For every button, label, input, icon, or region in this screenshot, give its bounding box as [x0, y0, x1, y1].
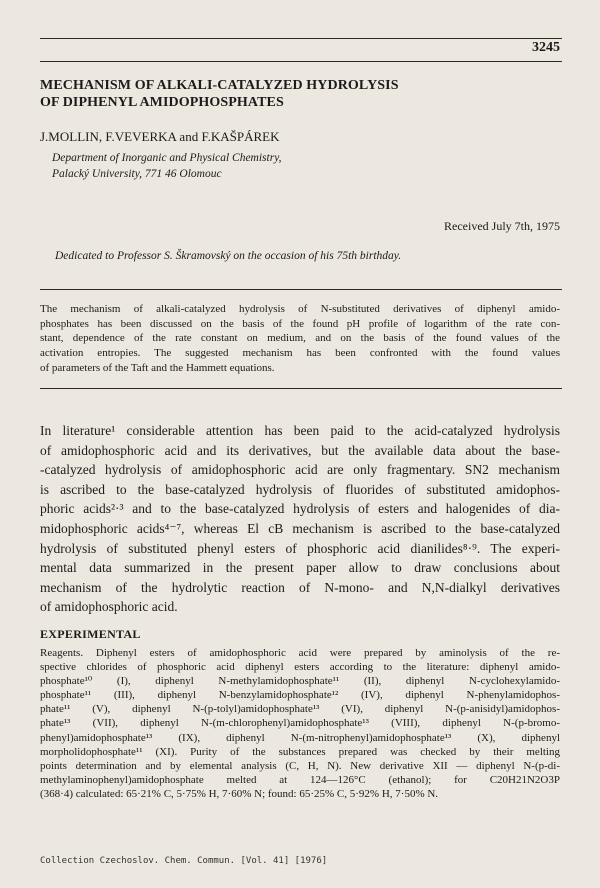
authors: J.MOLLIN, F.VEVERKA and F.KAŠPÁREK — [40, 129, 280, 144]
abstract-line: The mechanism of alkali-catalyzed hydrolysis of N-substituted derivatives of diphenyl amido- — [40, 303, 560, 315]
intro-line: of amidophosphoric acid. — [40, 599, 178, 615]
reagents-line: (368·4) calculated: 65·21% C, 5·75% H, 7·60% N; found: 65·25% C, 5·92% H, 7·50% N. — [40, 787, 439, 800]
top-rule — [40, 38, 562, 39]
affiliation-line: Palacký University, 771 46 Olomouc — [52, 168, 222, 180]
reagents-line: points determination and by elemental analysis (C, H, N). New derivative XII — diphenyl N-(p-di- — [40, 759, 560, 772]
intro-line: hydrolysis of substituted phenyl esters of phosphoric acid dianilides⁸·⁹. The experi- — [40, 540, 560, 556]
abstract-line: stant, dependence of the rate constant on medium, and on the basis of the found values of the — [40, 332, 560, 345]
intro-line: mental data summarized in the present paper allow to draw conclusions about — [40, 560, 560, 576]
reagents-line: phenyl)amidophosphate¹³ (IX), diphenyl N-(m-nitrophenyl)amidophosphate¹³ (X), diphenyl — [40, 731, 560, 744]
header-rule — [40, 61, 562, 62]
received-date: Received July 7th, 1975 — [444, 219, 560, 233]
reagents-line: spective chlorides of phosphoric acid diphenyl esters according to the literature: diphenyl amido- — [40, 661, 560, 674]
reagents-line: Reagents. Diphenyl esters of amidophosphoric acid were prepared by aminolysis of the re- — [40, 647, 560, 659]
journal-footer: Collection Czechoslov. Chem. Commun. [Vol. 41] [1976] — [40, 856, 328, 866]
title-line: MECHANISM OF ALKALI-CATALYZED HYDROLYSIS — [40, 78, 399, 93]
abstract-line: activation entropies. The suggested mechanism has been confronted with the found values — [40, 347, 560, 360]
reagents-paragraph — [40, 646, 560, 801]
dedication: Dedicated to Professor S. Škramovský on the occasion of his 75th birthday. — [55, 250, 402, 262]
reagents-line: phate¹³ (VII), diphenyl N-(m-chlorophenyl)amidophosphate¹³ (VIII), diphenyl N-(p-bromo- — [40, 717, 560, 730]
intro-line: -catalyzed hydrolysis of amidophosphoric acid are only fragmentary. SN2 mechanism — [40, 462, 560, 478]
introduction — [40, 421, 560, 617]
reagents-line: phosphate¹¹ (III), diphenyl N-benzylamidophosphate¹² (IV), diphenyl N-phenylamidophos- — [40, 689, 560, 702]
affiliation — [52, 150, 282, 182]
abstract-top-rule — [40, 289, 562, 290]
abstract-bottom-rule — [40, 388, 562, 389]
reagents-line: phate¹¹ (V), diphenyl N-(p-tolyl)amidophosphate¹³ (VI), diphenyl N-(p-anisidyl)amidophos- — [40, 703, 560, 716]
abstract-line: phosphates has been discussed on the basis of the found pH profile of logarithm of the rate con- — [40, 317, 560, 330]
intro-line: phoric acids²·³ and to the base-catalyzed hydrolysis of esters and halogenides of dia- — [40, 501, 560, 517]
intro-line: is ascribed to the base-catalyzed hydrolysis of fluorides of substituted amidophos- — [40, 481, 560, 497]
intro-line: In literature¹ considerable attention has been paid to the acid-catalyzed hydrolysis — [40, 423, 560, 438]
reagents-line: methylaminophenyl)amidophosphate melted at 124—126°C (ethanol); for C20H21N2O3P — [40, 773, 560, 786]
intro-line: of amidophosphoric acid and its derivatives, but the available data about the base- — [40, 442, 560, 458]
intro-line: mechanism of the hydrolytic reaction of N-mono- and N,N-dialkyl derivatives — [40, 579, 560, 595]
page-number: 3245 — [532, 40, 560, 55]
reagents-line: phosphate¹⁰ (I), diphenyl N-methylamidophosphate¹¹ (II), diphenyl N-cyclohexylamido- — [40, 675, 560, 688]
article-title — [40, 77, 540, 111]
reagents-line: morpholidophosphate¹¹ (XI). Purity of the substances prepared was checked by their melting — [40, 745, 560, 758]
abstract — [40, 302, 560, 376]
section-heading-experimental: EXPERIMENTAL — [40, 627, 141, 641]
affiliation-line: Department of Inorganic and Physical Chemistry, — [52, 152, 282, 164]
title-line: OF DIPHENYL AMIDOPHOSPHATES — [40, 95, 284, 110]
abstract-line: of parameters of the Taft and the Hammett equations. — [40, 361, 275, 374]
intro-line: midophosphoric acids⁴⁻⁷, whereas El cB mechanism is ascribed to the base-catalyzed — [40, 520, 560, 536]
